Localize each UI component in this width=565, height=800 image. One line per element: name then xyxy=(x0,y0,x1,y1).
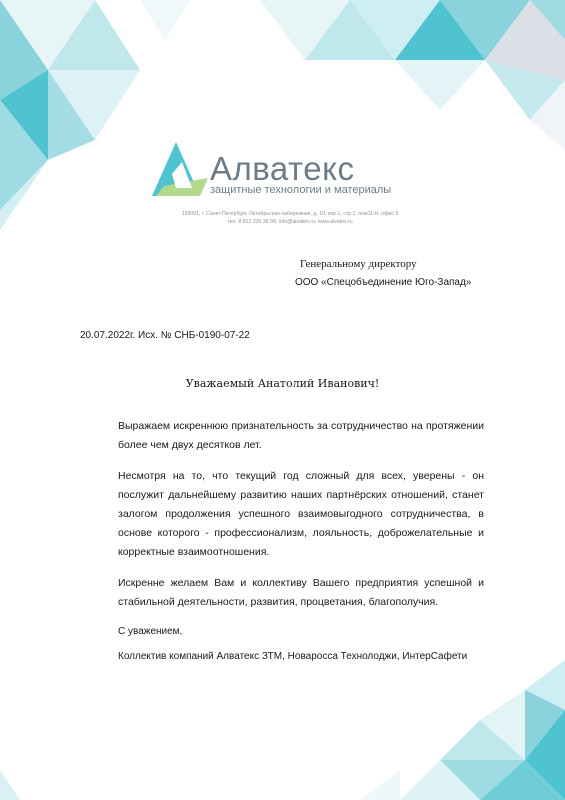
recipient-title: Генеральному директору xyxy=(300,258,417,270)
company-address xyxy=(140,210,440,226)
letter-signature: Коллектив компаний Алватекс ЗТМ, Новаросса Технолоджи, ИнтерСафети xyxy=(118,651,468,662)
outgoing-reference: 20.07.2022г. Исх. № СНБ-0190-07-22 xyxy=(80,330,250,341)
body-paragraph: Выражаем искреннюю признательность за сотрудничество на протяжении более чем двух десятков лет. xyxy=(118,420,484,451)
company-name: Алватекс xyxy=(210,150,355,187)
letter-greeting: Уважаемый Анатолий Иванович! xyxy=(185,377,380,390)
body-paragraph: Несмотря на то, что текущий год сложный для всех, уверены - он послужит дальнейшему развитию наших партнёрских отношений, станет залогом продолжения успешного взаимовыгодного сотрудничества, в основе которого - профессионализм, лояльность, доброжелательные и корректные взаимоотношения. xyxy=(118,470,484,558)
recipient-organization: ООО «Спецобъединение Юго-Запад» xyxy=(295,277,472,288)
letter-body xyxy=(118,417,484,624)
body-paragraph: Искренне желаем Вам и коллективу Вашего предприятия успешной и стабильной деятельности, развития, процветания, благополучия. xyxy=(118,577,484,608)
company-tagline: защитные технологии и материалы xyxy=(210,184,392,196)
address-line: 193091, г. Санкт-Петербург, Октябрьская набережная, д. 10, кор.1, стр.1, пом11-Н, офис 5 xyxy=(181,211,399,217)
letter-closing: С уважением, xyxy=(118,626,183,637)
contact-line: тел. 8 812 336 36 00; info@alvatex.ru; www.alvatex.ru xyxy=(227,219,353,225)
